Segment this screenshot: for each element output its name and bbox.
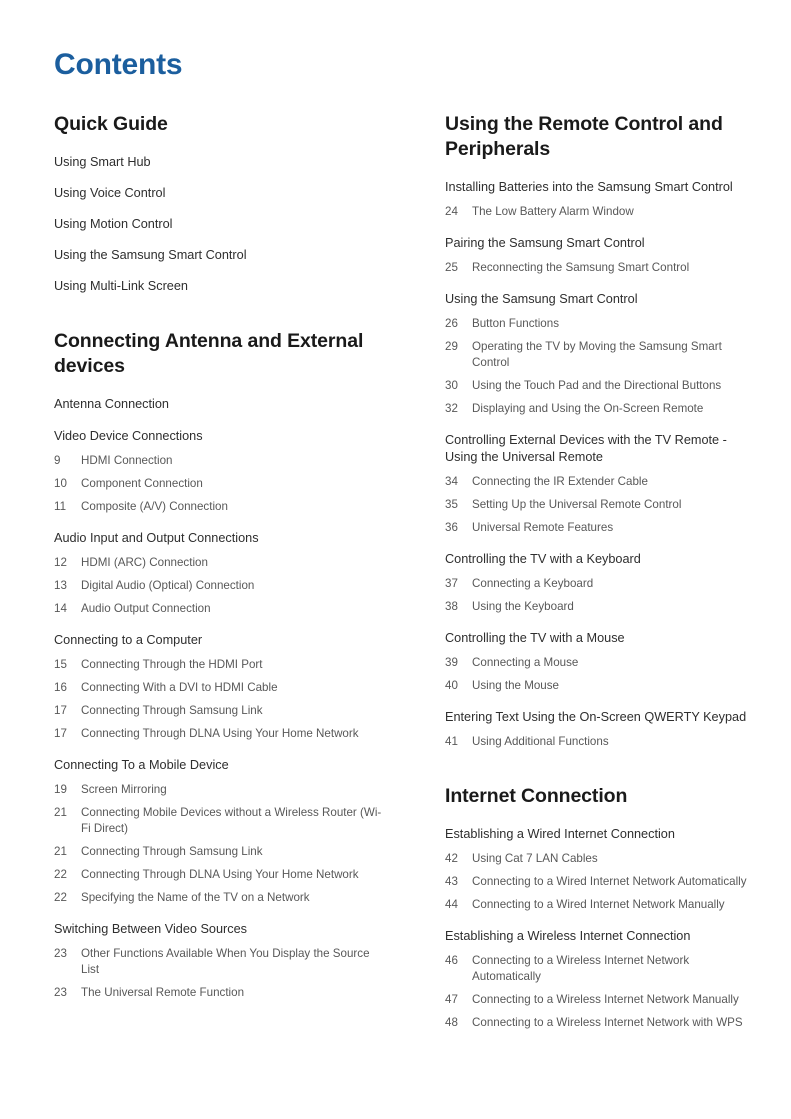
- toc-section: [445, 551, 755, 615]
- toc-entry-label: Other Functions Available When You Display the Source List: [81, 947, 370, 976]
- toc-entry-label: Connecting to a Wireless Internet Network Automatically: [472, 954, 690, 983]
- contents-column-left: [0, 112, 396, 1031]
- toc-entry[interactable]: [445, 474, 755, 490]
- toc-entry[interactable]: [54, 985, 384, 1001]
- page-title: Contents: [54, 48, 183, 81]
- toc-entry[interactable]: [445, 655, 755, 671]
- contents-column-right: [396, 112, 791, 1031]
- toc-entry-page-number: 46: [445, 954, 458, 967]
- toc-entry-page-number: 34: [445, 475, 458, 488]
- toc-entry-label: Displaying and Using the On-Screen Remote: [472, 402, 704, 415]
- toc-section: [445, 179, 755, 220]
- toc-part-title: Connecting Antenna and External devices: [54, 330, 364, 377]
- toc-entry[interactable]: [445, 378, 755, 394]
- toc-entry-page-number: 21: [54, 806, 67, 819]
- toc-entry-page-number: 41: [445, 735, 458, 748]
- toc-entry-list: [445, 316, 755, 417]
- toc-entry[interactable]: [445, 576, 755, 592]
- toc-entry-page-number: 35: [445, 498, 458, 511]
- toc-section-title[interactable]: Controlling the TV with a Mouse: [445, 631, 625, 645]
- toc-section-title[interactable]: Video Device Connections: [54, 429, 203, 443]
- toc-part: [54, 329, 384, 1001]
- toc-entry-label: Connecting to a Wireless Internet Network Manually: [472, 993, 739, 1006]
- toc-entry-page-number: 42: [445, 852, 458, 865]
- contents-columns: [0, 112, 791, 1031]
- toc-part-title: Internet Connection: [445, 785, 628, 807]
- toc-entry-page-number: 11: [54, 500, 67, 513]
- toc-section: [54, 396, 384, 413]
- toc-entry[interactable]: [445, 204, 755, 220]
- toc-entry-list: [54, 555, 384, 617]
- toc-entry[interactable]: [54, 805, 384, 837]
- toc-section: [445, 291, 755, 417]
- toc-entry[interactable]: [54, 555, 384, 571]
- toc-entry[interactable]: [54, 657, 384, 673]
- toc-entry-label: Connecting the IR Extender Cable: [472, 475, 648, 488]
- toc-entry-list: [445, 851, 755, 913]
- toc-entry-label: Connecting a Mouse: [472, 656, 579, 669]
- toc-entry-page-number: 47: [445, 993, 458, 1006]
- toc-entry-label: Connecting Through Samsung Link: [81, 704, 263, 717]
- toc-entry-label: Connecting Through the HDMI Port: [81, 658, 263, 671]
- toc-entry[interactable]: [445, 339, 755, 371]
- toc-entry-label: Using the Keyboard: [472, 600, 574, 613]
- toc-entry-list: [445, 576, 755, 615]
- toc-entry[interactable]: [445, 992, 755, 1008]
- toc-entry-label: Using Additional Functions: [472, 735, 609, 748]
- toc-entry-label: Universal Remote Features: [472, 521, 614, 534]
- toc-entry[interactable]: [54, 601, 384, 617]
- toc-entry-label: HDMI Connection: [81, 454, 173, 467]
- toc-entry-label: The Low Battery Alarm Window: [472, 205, 634, 218]
- toc-section-title[interactable]: Entering Text Using the On-Screen QWERTY Keypad: [445, 710, 747, 724]
- toc-section-title[interactable]: Antenna Connection: [54, 397, 169, 411]
- toc-entry-list: [445, 260, 755, 276]
- toc-entry-page-number: 14: [54, 602, 67, 615]
- toc-entry-page-number: 10: [54, 477, 67, 490]
- toc-section: [445, 630, 755, 694]
- toc-entry-page-number: 15: [54, 658, 67, 671]
- toc-entry-label: Composite (A/V) Connection: [81, 500, 228, 513]
- toc-entry-label: Operating the TV by Moving the Samsung Smart Control: [472, 340, 722, 369]
- toc-section-title[interactable]: Installing Batteries into the Samsung Smart Control: [445, 180, 733, 194]
- toc-link[interactable]: Using Multi-Link Screen: [54, 279, 188, 293]
- toc-entry[interactable]: [445, 851, 755, 867]
- toc-entry-list: [54, 657, 384, 742]
- toc-entry-page-number: 17: [54, 727, 67, 740]
- toc-entry[interactable]: [54, 453, 384, 469]
- toc-section-title[interactable]: Switching Between Video Sources: [54, 922, 248, 936]
- toc-section-title[interactable]: Establishing a Wired Internet Connection: [445, 827, 675, 841]
- toc-entry-list: [445, 204, 755, 220]
- toc-entry-page-number: 22: [54, 891, 67, 904]
- toc-section: [445, 432, 755, 536]
- toc-section-title[interactable]: Connecting to a Computer: [54, 633, 203, 647]
- toc-entry[interactable]: [445, 874, 755, 890]
- toc-entry[interactable]: [445, 497, 755, 513]
- toc-entry-label: Connecting Through DLNA Using Your Home Network: [81, 868, 359, 881]
- toc-entry-label: Connecting Through DLNA Using Your Home Network: [81, 727, 359, 740]
- toc-entry[interactable]: [54, 499, 384, 515]
- toc-entry-label: Connecting a Keyboard: [472, 577, 594, 590]
- toc-entry-page-number: 44: [445, 898, 458, 911]
- toc-part: [445, 784, 755, 1031]
- toc-entry-label: HDMI (ARC) Connection: [81, 556, 208, 569]
- toc-entry-page-number: 17: [54, 704, 67, 717]
- toc-entry-page-number: 21: [54, 845, 67, 858]
- toc-entry-label: Digital Audio (Optical) Connection: [81, 579, 255, 592]
- toc-section-title[interactable]: Establishing a Wireless Internet Connection: [445, 929, 691, 943]
- toc-entry[interactable]: [445, 599, 755, 615]
- toc-entry[interactable]: [445, 260, 755, 276]
- toc-section-title[interactable]: Controlling External Devices with the TV Remote - Using the Universal Remote: [445, 433, 727, 464]
- toc-section: [445, 826, 755, 913]
- toc-entry[interactable]: [54, 726, 384, 742]
- toc-section: [54, 921, 384, 1001]
- toc-entry-page-number: 19: [54, 783, 67, 796]
- toc-entry-page-number: 9: [54, 454, 61, 467]
- toc-section: [445, 709, 755, 750]
- toc-entry-list: [445, 655, 755, 694]
- toc-entry[interactable]: [445, 678, 755, 694]
- toc-entry[interactable]: [445, 734, 755, 750]
- toc-section-title[interactable]: Controlling the TV with a Keyboard: [445, 552, 641, 566]
- toc-entry-page-number: 30: [445, 379, 458, 392]
- toc-entry-page-number: 25: [445, 261, 458, 274]
- toc-entry-label: Setting Up the Universal Remote Control: [472, 498, 682, 511]
- toc-entry[interactable]: [445, 897, 755, 913]
- toc-section-title[interactable]: Audio Input and Output Connections: [54, 531, 259, 545]
- toc-entry[interactable]: [54, 782, 384, 798]
- toc-entry-page-number: 22: [54, 868, 67, 881]
- toc-entry-page-number: 39: [445, 656, 458, 669]
- toc-link[interactable]: Using Motion Control: [54, 217, 173, 231]
- toc-section: [54, 428, 384, 515]
- toc-entry[interactable]: [54, 946, 384, 978]
- toc-section-title[interactable]: Using the Samsung Smart Control: [445, 292, 638, 306]
- toc-entry-list: [445, 953, 755, 1031]
- toc-section: [445, 235, 755, 276]
- toc-entry-label: Component Connection: [81, 477, 203, 490]
- toc-entry[interactable]: [54, 867, 384, 883]
- toc-part-title: Using the Remote Control and Peripherals: [445, 113, 723, 160]
- toc-link[interactable]: Using Voice Control: [54, 186, 166, 200]
- toc-link[interactable]: Using the Samsung Smart Control: [54, 248, 247, 262]
- toc-section: [445, 928, 755, 1031]
- toc-section-title[interactable]: Connecting To a Mobile Device: [54, 758, 229, 772]
- toc-entry-page-number: 38: [445, 600, 458, 613]
- toc-entry-page-number: 40: [445, 679, 458, 692]
- toc-entry-page-number: 13: [54, 579, 67, 592]
- toc-entry-page-number: 16: [54, 681, 67, 694]
- toc-entry[interactable]: [54, 578, 384, 594]
- toc-entry-label: Reconnecting the Samsung Smart Control: [472, 261, 690, 274]
- toc-entry-page-number: 12: [54, 556, 67, 569]
- toc-section: [54, 757, 384, 906]
- toc-entry[interactable]: [54, 703, 384, 719]
- toc-entry-page-number: 32: [445, 402, 458, 415]
- toc-entry-label: Connecting to a Wired Internet Network Automatically: [472, 875, 747, 888]
- toc-section: [54, 632, 384, 742]
- toc-entry-label: Connecting Through Samsung Link: [81, 845, 263, 858]
- toc-entry-label: Button Functions: [472, 317, 560, 330]
- toc-entry-label: Connecting to a Wireless Internet Network with WPS: [472, 1016, 743, 1029]
- toc-entry[interactable]: [445, 401, 755, 417]
- toc-entry[interactable]: [54, 680, 384, 696]
- toc-entry-page-number: 43: [445, 875, 458, 888]
- toc-entry-page-number: 48: [445, 1016, 458, 1029]
- toc-entry[interactable]: [445, 953, 755, 985]
- toc-section: [54, 530, 384, 617]
- toc-link[interactable]: Using Smart Hub: [54, 155, 151, 169]
- toc-entry[interactable]: [445, 520, 755, 536]
- toc-entry-page-number: 37: [445, 577, 458, 590]
- toc-entry-page-number: 23: [54, 947, 67, 960]
- toc-entry-list: [54, 782, 384, 906]
- toc-entry-list: [445, 734, 755, 750]
- toc-entry-page-number: 29: [445, 340, 458, 353]
- toc-entry[interactable]: [445, 1015, 755, 1031]
- toc-entry-label: The Universal Remote Function: [81, 986, 245, 999]
- toc-section-title[interactable]: Pairing the Samsung Smart Control: [445, 236, 645, 250]
- toc-entry-label: Specifying the Name of the TV on a Network: [81, 891, 310, 904]
- toc-part-title: Quick Guide: [54, 113, 168, 135]
- toc-part: [54, 112, 384, 295]
- toc-entry-list: [54, 453, 384, 515]
- toc-part: [445, 112, 755, 750]
- toc-entry-label: Audio Output Connection: [81, 602, 211, 615]
- toc-entry[interactable]: [54, 844, 384, 860]
- toc-entry-list: [445, 474, 755, 536]
- toc-entry-label: Connecting Mobile Devices without a Wireless Router (Wi-Fi Direct): [81, 806, 382, 835]
- toc-entry-label: Using the Touch Pad and the Directional Buttons: [472, 379, 722, 392]
- toc-entry-list: [54, 946, 384, 1001]
- toc-entry[interactable]: [445, 316, 755, 332]
- toc-entry-page-number: 23: [54, 986, 67, 999]
- toc-entry-label: Screen Mirroring: [81, 783, 167, 796]
- toc-entry-page-number: 36: [445, 521, 458, 534]
- toc-entry-label: Connecting to a Wired Internet Network Manually: [472, 898, 725, 911]
- toc-plain-list: [54, 154, 384, 295]
- toc-entry[interactable]: [54, 476, 384, 492]
- toc-entry-page-number: 24: [445, 205, 458, 218]
- toc-entry[interactable]: [54, 890, 384, 906]
- toc-entry-page-number: 26: [445, 317, 458, 330]
- toc-entry-label: Using Cat 7 LAN Cables: [472, 852, 598, 865]
- toc-entry-label: Connecting With a DVI to HDMI Cable: [81, 681, 278, 694]
- toc-entry-label: Using the Mouse: [472, 679, 559, 692]
